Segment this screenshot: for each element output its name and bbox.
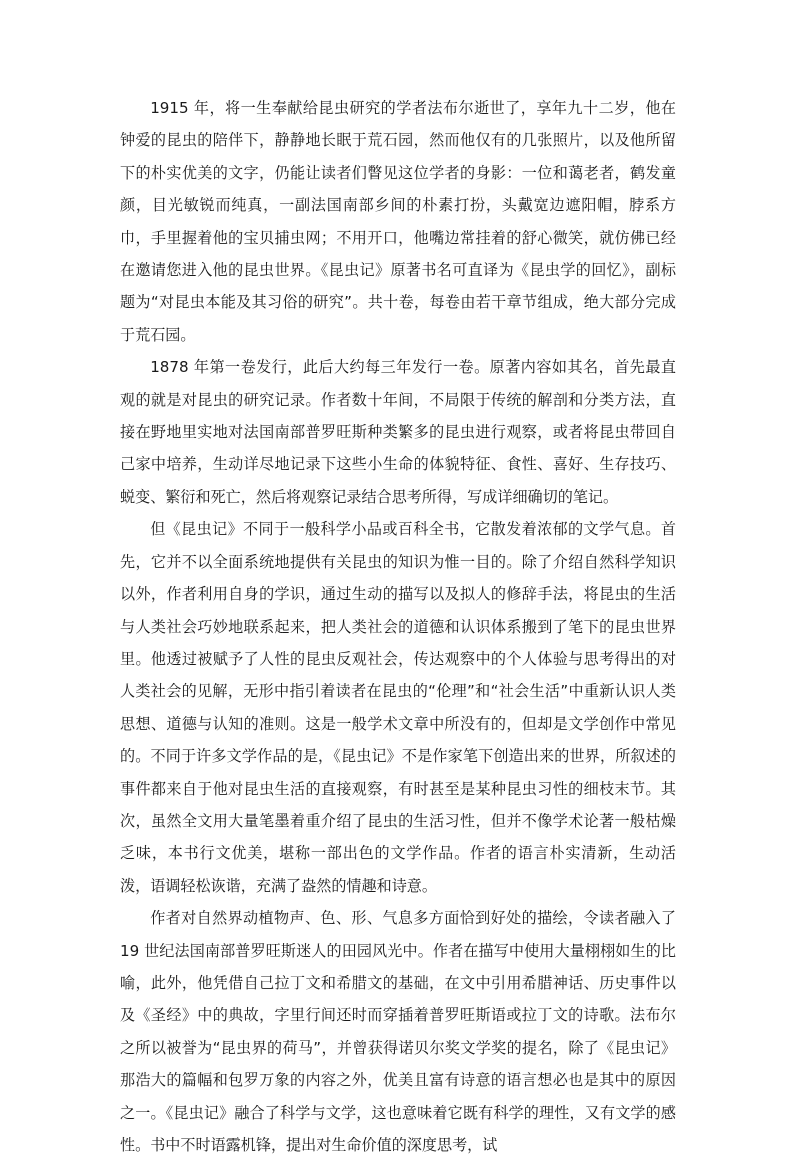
paragraph-1: 1915 年，将一生奉献给昆虫研究的学者法布尔逝世了，享年九十二岁，他在钟爱的昆虫的陪伴下，静静地长眠于荒石园，然而他仅有的几张照片，以及他所留下的朴实优美的文字，仍能让读者们瞥见这位学者的身影：一位和蔼老者，鹤发童颜，目光敏锐而纯真，一副法国南部乡间的朴素打扮，头戴宽边遮阳帽，脖系方巾，手里握着他的宝贝捕虫网；不用开口，他嘴边常挂着的舒心微笑，就仿佛已经在邀请您进入他的昆虫世界。《昆虫记》原著书名可直译为《昆虫学的回忆》，副标题为“对昆虫本能及其习俗的研究”。共十卷，每卷由若干章节组成，绝大部分完成于荒石园。 [120, 99, 676, 344]
paragraph-3: 但《昆虫记》不同于一般科学小品或百科全书，它散发着浓郁的文学气息。首先，它并不以全面系统地提供有关昆虫的知识为惟一目的。除了介绍自然科学知识以外，作者利用自身的学识，通过生动的描写以及拟人的修辞手法，将昆虫的生活与人类社会巧妙地联系起来，把人类社会的道德和认识体系搬到了笔下的昆虫世界里。他透过被赋予了人性的昆虫反观社会，传达观察中的个人体验与思考得出的对人类社会的见解，无形中指引着读者在昆虫的“伦理”和“社会生活”中重新认识人类思想、道德与认知的准则。这是一般学术文章中所没有的，但却是文学创作中常见的。不同于许多文学作品的是，《昆虫记》不是作家笔下创造出来的世界，所叙述的事件都来自于他对昆虫生活的直接观察，有时甚至是某种昆虫习性的细枝末节。其次，虽然全文用大量笔墨着重介绍了昆虫的生活习性，但并不像学术论著一般枯燥乏味，本书行文优美，堪称一部出色的文学作品。作者的语言朴实清新，生动活泼，语调轻松诙谐，充满了盎然的情趣和诗意。 [120, 520, 676, 895]
paragraph-2: 1878 年第一卷发行，此后大约每三年发行一卷。原著内容如其名，首先最直观的就是对昆虫的研究记录。作者数十年间，不局限于传统的解剖和分类方法，直接在野地里实地对法国南部普罗旺斯种类繁多的昆虫进行观察，或者将昆虫带回自己家中培养，生动详尽地记录下这些小生命的体貌特征、食性、喜好、生存技巧、蜕变、繁衍和死亡，然后将观察记录结合思考所得，写成详细确切的笔记。 [120, 358, 676, 506]
document-body [120, 92, 676, 1161]
paragraph-4: 作者对自然界动植物声、色、形、气息多方面恰到好处的描绘，令读者融入了 19 世纪法国南部普罗旺斯迷人的田园风光中。作者在描写中使用大量栩栩如生的比喻，此外，他凭借自己拉丁文和希腊文的基础，在文中引用希腊神话、历史事件以及《圣经》中的典故，字里行间还时而穿插着普罗旺斯语或拉丁文的诗歌。法布尔之所以被誉为“昆虫界的荷马”，并曾获得诺贝尔奖文学奖的提名，除了《昆虫记》那浩大的篇幅和包罗万象的内容之外，优美且富有诗意的语言想必也是其中的原因之一。《昆虫记》融合了科学与文学，这也意味着它既有科学的理性，又有文学的感性。书中不时语露机锋，提出对生命价值的深度思考，试 [120, 909, 676, 1154]
